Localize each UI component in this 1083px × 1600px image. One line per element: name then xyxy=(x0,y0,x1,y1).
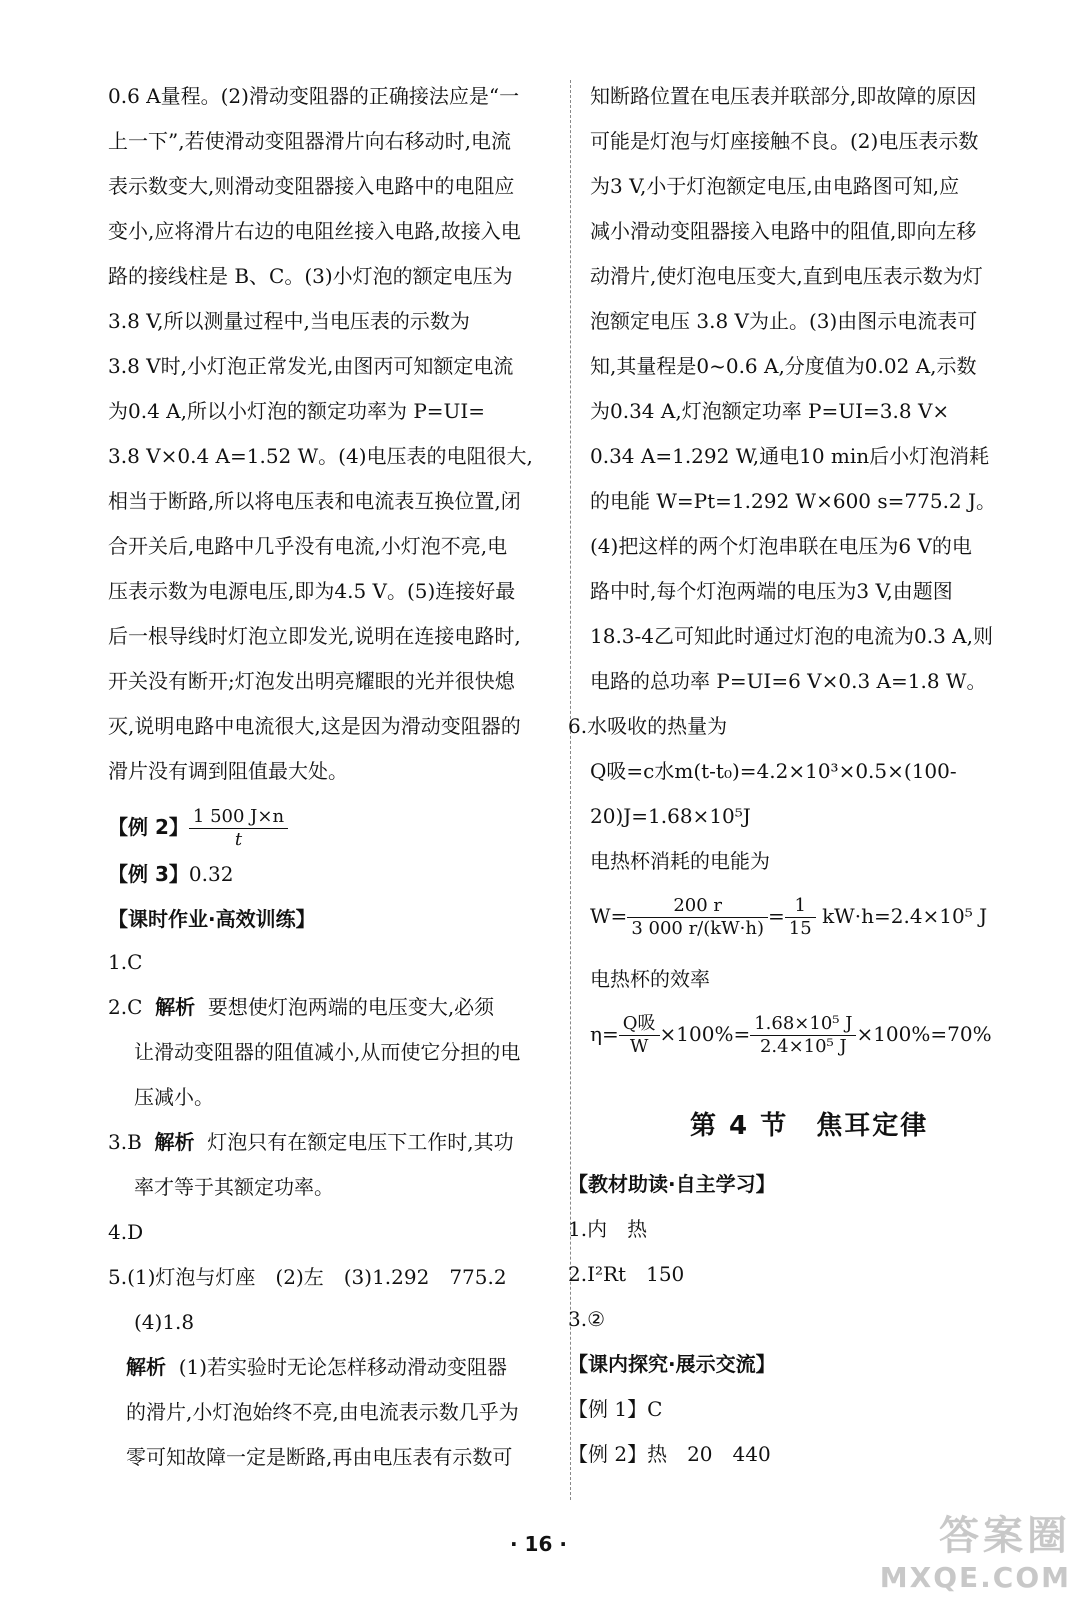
equation-heat-cont: 20)J=1.68×10⁵J xyxy=(590,804,751,828)
text-line: 知断路位置在电压表并联部分,即故障的原因 xyxy=(590,84,977,108)
text-line: 路的接线柱是 B、C。(3)小灯泡的额定电压为 xyxy=(108,264,513,288)
text-line: 合开关后,电路中几乎没有电流,小灯泡不亮,电 xyxy=(108,534,508,558)
text-line: 变小,应将滑片右边的电阻丝接入电路,故接入电 xyxy=(108,219,521,243)
text-line: 电路的总功率 P=UI=6 V×0.3 A=1.8 W。 xyxy=(590,669,987,693)
energy-label: 电热杯消耗的电能为 xyxy=(590,849,770,873)
text-line: 灭,说明电路中电流很大,这是因为滑动变阻器的 xyxy=(108,714,521,738)
section-answer-1: 1.内 热 xyxy=(568,1217,648,1241)
text-line: 滑片没有调到阻值最大处。 xyxy=(108,759,348,783)
text-span: (1)若实验时无论怎样移动滑动变阻器 xyxy=(178,1355,508,1379)
section-header-2: 【课内探究·展示交流】 xyxy=(568,1352,776,1376)
text-line: 泡额定电压 3.8 V为止。(3)由图示电流表可 xyxy=(590,309,978,333)
eq-part: = xyxy=(768,904,785,928)
text-line: 上一下”,若使滑动变阻器滑片向右移动时,电流 xyxy=(108,129,511,153)
watermark-logo xyxy=(880,1504,1071,1594)
fraction-numerator: 1 500 J×n xyxy=(189,806,288,829)
text-line: 表示数变大,则滑动变阻器接入电路中的电阻应 xyxy=(108,174,515,198)
text-line: 为3 V,小于灯泡额定电压,由电路图可知,应 xyxy=(590,174,960,198)
fraction-numerator: 1.68×10⁵ J xyxy=(750,1013,856,1036)
analysis-tag: 解析 xyxy=(155,995,196,1019)
section-example-1: 【例 1】C xyxy=(568,1397,663,1421)
answer-3-choice: 3.B xyxy=(108,1130,142,1154)
watermark-line-1: 答案圈 xyxy=(939,1513,1071,1559)
text-line: 0.34 A=1.292 W,通电10 min后小灯泡消耗 xyxy=(590,444,990,468)
fraction-denominator: 15 xyxy=(788,918,812,939)
text-line: 知,其量程是0~0.6 A,分度值为0.02 A,示数 xyxy=(590,354,977,378)
answer-3 xyxy=(108,1128,514,1156)
text-line: 减小滑动变阻器接入电路中的阻值,即向左移 xyxy=(590,219,977,243)
text-line: (4)把这样的两个灯泡串联在电压为6 V的电 xyxy=(590,534,972,558)
text-line: 压表示数为电源电压,即为4.5 V。(5)连接好最 xyxy=(108,579,516,603)
text-line: 开关没有断开;灯泡发出明亮耀眼的光并很快熄 xyxy=(108,669,515,693)
example-2-fraction xyxy=(189,806,288,851)
text-line: 3.8 V,所以测量过程中,当电压表的示数为 xyxy=(108,309,470,333)
example-3-label: 【例 3】 xyxy=(108,862,189,886)
analysis-tag: 解析 xyxy=(154,1130,195,1154)
page-number: · 16 · xyxy=(510,1532,567,1556)
answer-6-intro: 6.水吸收的热量为 xyxy=(568,714,728,738)
text-line: 为0.4 A,所以小灯泡的额定功率为 P=UI= xyxy=(108,399,486,423)
text-line: 18.3-4乙可知此时通过灯泡的电流为0.3 A,则 xyxy=(590,624,993,648)
fraction xyxy=(619,1013,660,1058)
example-2 xyxy=(108,806,288,851)
equation-efficiency xyxy=(590,1013,992,1058)
eq-part: ×100%=70% xyxy=(856,1022,992,1046)
fraction xyxy=(785,895,816,940)
equation-heat: Q吸=c水m(t-t₀)=4.2×10³×0.5×(100- xyxy=(590,759,957,783)
answer-3-text: 灯泡只有在额定电压下工作时,其功 xyxy=(207,1130,514,1154)
eq-part: W= xyxy=(590,904,628,928)
text-line: 零可知故障一定是断路,再由电压表有示数可 xyxy=(126,1445,513,1469)
text-line: 0.6 A量程。(2)滑动变阻器的正确接法应是“一 xyxy=(108,84,520,108)
answer-5-analysis xyxy=(126,1353,507,1381)
eq-part: kW·h=2.4×10⁵ J xyxy=(822,904,988,928)
answer-2-text: 要想使灯泡两端的电压变大,必须 xyxy=(207,995,495,1019)
text-line: 动滑片,使灯泡电压变大,直到电压表示数为灯 xyxy=(590,264,983,288)
example-3 xyxy=(108,860,233,888)
text-line: 3.8 V×0.4 A=1.52 W。(4)电压表的电阻很大, xyxy=(108,444,533,468)
section-header-1: 【教材助读·自主学习】 xyxy=(568,1172,776,1196)
answer-2-choice: 2.C xyxy=(108,995,143,1019)
answer-1: 1.C xyxy=(108,950,143,974)
text-line: 可能是灯泡与灯座接触不良。(2)电压表示数 xyxy=(590,129,979,153)
fraction xyxy=(750,1013,856,1058)
text-line: 路中时,每个灯泡两端的电压为3 V,由题图 xyxy=(590,579,953,603)
text-line: 相当于断路,所以将电压表和电流表互换位置,闭 xyxy=(108,489,521,513)
answer-2 xyxy=(108,993,494,1021)
fraction xyxy=(627,895,768,940)
fraction-denominator: W xyxy=(629,1036,649,1057)
fraction-denominator: 2.4×10⁵ J xyxy=(759,1036,847,1057)
example-3-value: 0.32 xyxy=(188,862,234,886)
fraction-numerator: 1 xyxy=(785,895,816,918)
section-example-2: 【例 2】热 20 440 xyxy=(568,1442,771,1466)
text-line: 的滑片,小灯泡始终不亮,由电流表示数几乎为 xyxy=(126,1400,519,1424)
fraction-denominator: t xyxy=(234,829,243,850)
fraction-numerator: Q吸 xyxy=(619,1013,660,1036)
answer-5: 5.(1)灯泡与灯座 (2)左 (3)1.292 775.2 xyxy=(108,1265,507,1289)
text-line: 压减小。 xyxy=(134,1085,214,1109)
text-line: 3.8 V时,小灯泡正常发光,由图丙可知额定电流 xyxy=(108,354,514,378)
analysis-tag: 解析 xyxy=(126,1355,166,1379)
fraction-numerator: 200 r xyxy=(627,895,768,918)
eq-part: η= xyxy=(590,1022,619,1046)
eq-part: ×100%= xyxy=(659,1022,751,1046)
homework-header: 【课时作业·高效训练】 xyxy=(108,907,316,931)
equation-energy xyxy=(590,895,987,940)
fraction-denominator: 3 000 r/(kW·h) xyxy=(631,918,765,939)
text-line: 后一根导线时灯泡立即发光,说明在连接电路时, xyxy=(108,624,521,648)
text-line: 为0.34 A,灯泡额定功率 P=UI=3.8 V× xyxy=(590,399,950,423)
watermark-line-2: MXQE.COM xyxy=(879,1561,1071,1594)
example-2-label: 【例 2】 xyxy=(108,815,189,839)
text-line: (4)1.8 xyxy=(134,1310,195,1334)
text-line: 让滑动变阻器的阻值减小,从而使它分担的电 xyxy=(134,1040,521,1064)
section-title: 第 4 节 焦耳定律 xyxy=(690,1111,929,1141)
answer-4: 4.D xyxy=(108,1220,144,1244)
efficiency-label: 电热杯的效率 xyxy=(590,967,710,991)
text-line: 的电能 W=Pt=1.292 W×600 s=775.2 J。 xyxy=(590,489,997,513)
section-answer-2: 2.I²Rt 150 xyxy=(568,1262,685,1286)
text-line: 率才等于其额定功率。 xyxy=(134,1175,334,1199)
section-answer-3: 3.② xyxy=(568,1307,606,1331)
